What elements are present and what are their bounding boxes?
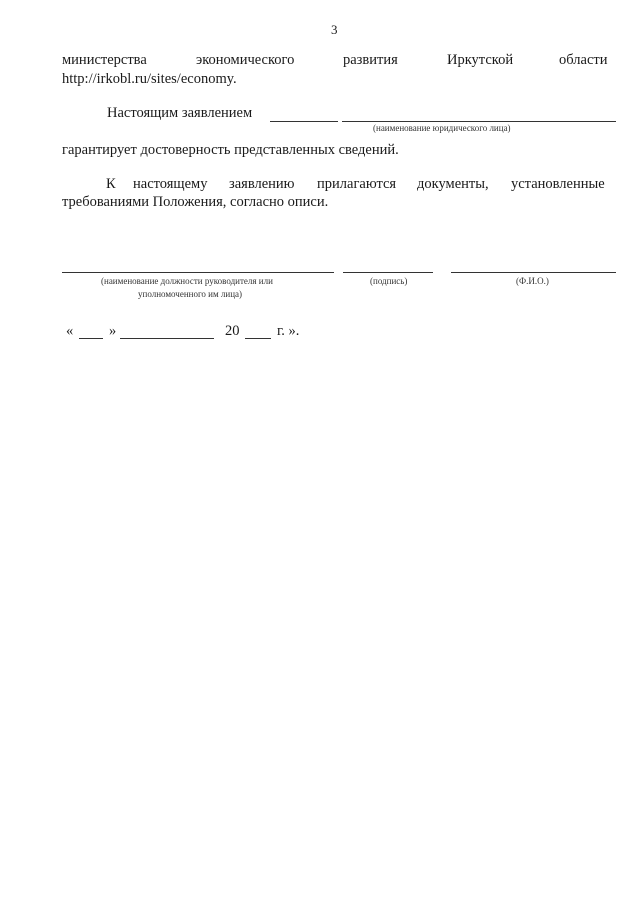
- position-caption-line2: уполномоченного им лица): [138, 289, 243, 299]
- year-prefix: 20: [225, 323, 240, 339]
- signature-blank-line: [343, 272, 433, 273]
- position-caption-line1: (наименование должности руководителя или: [101, 276, 273, 286]
- year-blank-line: [245, 338, 271, 339]
- word-documents: документы,: [417, 176, 489, 192]
- month-blank-line: [120, 338, 214, 339]
- word-economic: экономического: [196, 52, 295, 68]
- short-blank-line: [270, 121, 338, 122]
- fio-caption: (Ф.И.О.): [516, 276, 549, 286]
- date-suffix: г. ».: [277, 323, 300, 339]
- date-open-quote: «: [66, 323, 74, 339]
- statement-lead: Настоящим заявлением: [107, 105, 253, 121]
- word-attached: прилагаются: [317, 176, 397, 192]
- date-close-quote: »: [109, 323, 117, 339]
- position-blank-line: [62, 272, 334, 273]
- paragraph3-line2: требованиями Положения, согласно описи.: [62, 194, 329, 210]
- word-irkutsk: Иркутской: [447, 52, 514, 68]
- legal-entity-blank-line: [342, 121, 616, 122]
- signature-caption: (подпись): [370, 276, 408, 286]
- word-ministry: министерства: [62, 52, 147, 68]
- word-established: установленные: [511, 176, 605, 192]
- legal-entity-caption: (наименование юридического лица): [373, 123, 511, 133]
- word-development: развития: [343, 52, 398, 68]
- word-k: К: [106, 176, 116, 192]
- page-number: 3: [331, 22, 338, 37]
- word-application: заявлению: [229, 176, 295, 192]
- word-to-this: настоящему: [133, 176, 208, 192]
- economy-url: http://irkobl.ru/sites/economy.: [62, 71, 237, 87]
- fio-blank-line: [451, 272, 616, 273]
- statement-continuation: гарантирует достоверность представленных сведений.: [62, 142, 399, 158]
- day-blank-line: [79, 338, 103, 339]
- word-oblast: области: [559, 52, 608, 68]
